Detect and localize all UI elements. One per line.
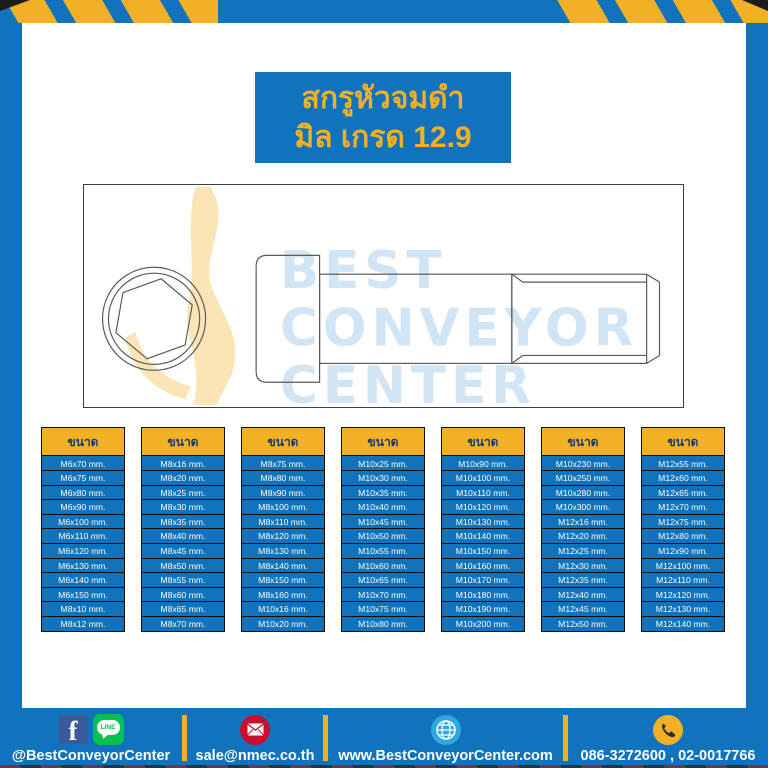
size-cell: M10x50 mm. — [341, 528, 425, 544]
product-title-line2: มิล เกรด 12.9 — [294, 120, 472, 154]
size-cell: M8x50 mm. — [141, 558, 225, 574]
size-cell: M10x140 mm. — [441, 528, 525, 544]
size-cell: M12x50 mm. — [541, 616, 625, 632]
size-cell: M8x35 mm. — [141, 514, 225, 530]
right-border-bar — [746, 23, 768, 708]
phone-label: 086-3272600 , 02-0017766 — [580, 748, 756, 764]
globe-icon — [431, 715, 461, 745]
size-cell: M10x25 mm. — [341, 455, 425, 471]
size-cell: M12x30 mm. — [541, 558, 625, 574]
size-cell: M12x140 mm. — [641, 616, 725, 632]
size-table-header: ขนาด — [441, 427, 525, 457]
size-cell: M6x150 mm. — [41, 587, 125, 603]
size-cell: M6x80 mm. — [41, 485, 125, 501]
size-table — [141, 427, 225, 632]
globe-glyph — [434, 718, 458, 742]
logo-watermark-arc — [125, 332, 190, 399]
size-cell: M12x35 mm. — [541, 572, 625, 588]
size-cell: M8x80 mm. — [241, 470, 325, 486]
size-table — [241, 427, 325, 632]
size-cell: M12x70 mm. — [641, 499, 725, 515]
size-cell: M8x16 mm. — [141, 455, 225, 471]
size-cell: M6x140 mm. — [41, 572, 125, 588]
size-cell: M12x20 mm. — [541, 528, 625, 544]
watermark-line1: BEST — [279, 241, 447, 302]
social-handle-label: @BestConveyorCenter — [11, 748, 171, 764]
size-table-header: ขนาด — [241, 427, 325, 457]
size-cell: M8x40 mm. — [141, 528, 225, 544]
size-cell: M12x25 mm. — [541, 543, 625, 559]
size-cell: M6x130 mm. — [41, 558, 125, 574]
size-cell: M12x90 mm. — [641, 543, 725, 559]
size-cell: M10x55 mm. — [341, 543, 425, 559]
size-cell: M8x140 mm. — [241, 558, 325, 574]
size-cell: M10x170 mm. — [441, 572, 525, 588]
size-table-header: ขนาด — [141, 427, 225, 457]
line-bubble: LINE — [97, 720, 120, 735]
footer-social-cell — [0, 708, 182, 768]
tables-row — [41, 427, 725, 632]
email-label: sale@nmec.co.th — [195, 748, 315, 764]
screw-head-inner-circle — [108, 273, 199, 364]
size-cell: M10x16 mm. — [241, 601, 325, 617]
size-cell: M12x16 mm. — [541, 514, 625, 530]
size-cell: M12x80 mm. — [641, 528, 725, 544]
size-cell: M10x30 mm. — [341, 470, 425, 486]
size-table-header: ขนาด — [41, 427, 125, 457]
footer-email-cell — [187, 708, 323, 768]
size-table — [41, 427, 125, 632]
size-cell: M12x130 mm. — [641, 601, 725, 617]
size-cell: M8x20 mm. — [141, 470, 225, 486]
size-cell: M10x180 mm. — [441, 587, 525, 603]
watermark-line3: CENTER — [279, 356, 536, 407]
size-table — [441, 427, 525, 632]
size-cell: M10x80 mm. — [341, 616, 425, 632]
envelope-glyph — [247, 723, 264, 736]
size-cell: M10x300 mm. — [541, 499, 625, 515]
size-cell: M8x150 mm. — [241, 572, 325, 588]
size-cell: M6x70 mm. — [41, 455, 125, 471]
size-cell: M10x160 mm. — [441, 558, 525, 574]
email-icon — [240, 715, 270, 745]
size-cell: M10x200 mm. — [441, 616, 525, 632]
size-table-header: ขนาด — [641, 427, 725, 457]
size-cell: M10x190 mm. — [441, 601, 525, 617]
size-cell: M10x20 mm. — [241, 616, 325, 632]
size-cell: M8x100 mm. — [241, 499, 325, 515]
size-cell: M8x70 mm. — [141, 616, 225, 632]
size-cell: M10x35 mm. — [341, 485, 425, 501]
size-cell: M10x90 mm. — [441, 455, 525, 471]
website-label: www.BestConveyorCenter.com — [338, 748, 553, 764]
hazard-stripes-left — [0, 0, 218, 23]
facebook-icon: f — [59, 715, 88, 744]
size-cell: M12x110 mm. — [641, 572, 725, 588]
size-cell: M10x280 mm. — [541, 485, 625, 501]
size-cell: M12x45 mm. — [541, 601, 625, 617]
size-cell: M8x160 mm. — [241, 587, 325, 603]
size-table — [541, 427, 625, 632]
hex-socket — [116, 279, 192, 359]
size-cell: M8x30 mm. — [141, 499, 225, 515]
size-cell: M12x65 mm. — [641, 485, 725, 501]
size-cell: M8x110 mm. — [241, 514, 325, 530]
size-cell: M12x100 mm. — [641, 558, 725, 574]
size-cell: M10x45 mm. — [341, 514, 425, 530]
size-cell: M8x65 mm. — [141, 601, 225, 617]
size-cell: M6x90 mm. — [41, 499, 125, 515]
phone-icon — [653, 715, 683, 745]
size-cell: M10x60 mm. — [341, 558, 425, 574]
product-title-box — [255, 72, 511, 163]
socket-head-screw-diagram — [84, 185, 683, 407]
top-hazard-band — [0, 0, 768, 23]
screw-technical-drawing — [83, 184, 684, 408]
size-table-header: ขนาด — [541, 427, 625, 457]
size-cell: M10x230 mm. — [541, 455, 625, 471]
size-cell: M8x60 mm. — [141, 587, 225, 603]
size-cell: M6x100 mm. — [41, 514, 125, 530]
size-cell: M6x75 mm. — [41, 470, 125, 486]
size-cell: M12x75 mm. — [641, 514, 725, 530]
size-table — [341, 427, 425, 632]
size-cell: M6x110 mm. — [41, 528, 125, 544]
line-bubble-tail — [100, 733, 107, 740]
size-cell: M10x65 mm. — [341, 572, 425, 588]
logo-watermark-swoosh — [187, 187, 235, 405]
size-cell: M10x70 mm. — [341, 587, 425, 603]
size-table — [641, 427, 725, 632]
footer-phone-cell — [568, 708, 768, 768]
size-cell: M12x40 mm. — [541, 587, 625, 603]
hazard-stripes-right — [552, 0, 768, 23]
size-cell: M10x75 mm. — [341, 601, 425, 617]
footer-contact-bar — [0, 708, 768, 768]
size-cell: M8x25 mm. — [141, 485, 225, 501]
size-cell: M8x75 mm. — [241, 455, 325, 471]
size-cell: M10x100 mm. — [441, 470, 525, 486]
footer-website-cell — [328, 708, 563, 768]
product-title-line1: สกรูหัวจมดำ — [301, 81, 465, 115]
size-cell: M12x120 mm. — [641, 587, 725, 603]
thread-start-chamfer-top — [512, 274, 523, 282]
size-cell: M10x150 mm. — [441, 543, 525, 559]
watermark-line2: CONVEYOR — [279, 298, 639, 359]
size-cell: M10x130 mm. — [441, 514, 525, 530]
size-cell: M6x120 mm. — [41, 543, 125, 559]
size-cell: M8x90 mm. — [241, 485, 325, 501]
size-cell: M10x40 mm. — [341, 499, 425, 515]
size-cell: M8x45 mm. — [141, 543, 225, 559]
size-cell: M8x120 mm. — [241, 528, 325, 544]
size-cell: M8x130 mm. — [241, 543, 325, 559]
left-border-bar — [0, 23, 22, 708]
size-cell: M8x10 mm. — [41, 601, 125, 617]
size-cell: M10x110 mm. — [441, 485, 525, 501]
social-icons — [59, 713, 124, 746]
size-cell: M8x55 mm. — [141, 572, 225, 588]
size-table-header: ขนาด — [341, 427, 425, 457]
size-cell: M12x60 mm. — [641, 470, 725, 486]
size-cell: M12x55 mm. — [641, 455, 725, 471]
phone-glyph — [659, 721, 677, 739]
line-app-icon — [93, 714, 124, 745]
size-cell: M10x120 mm. — [441, 499, 525, 515]
size-cell: M8x12 mm. — [41, 616, 125, 632]
size-cell: M10x250 mm. — [541, 470, 625, 486]
